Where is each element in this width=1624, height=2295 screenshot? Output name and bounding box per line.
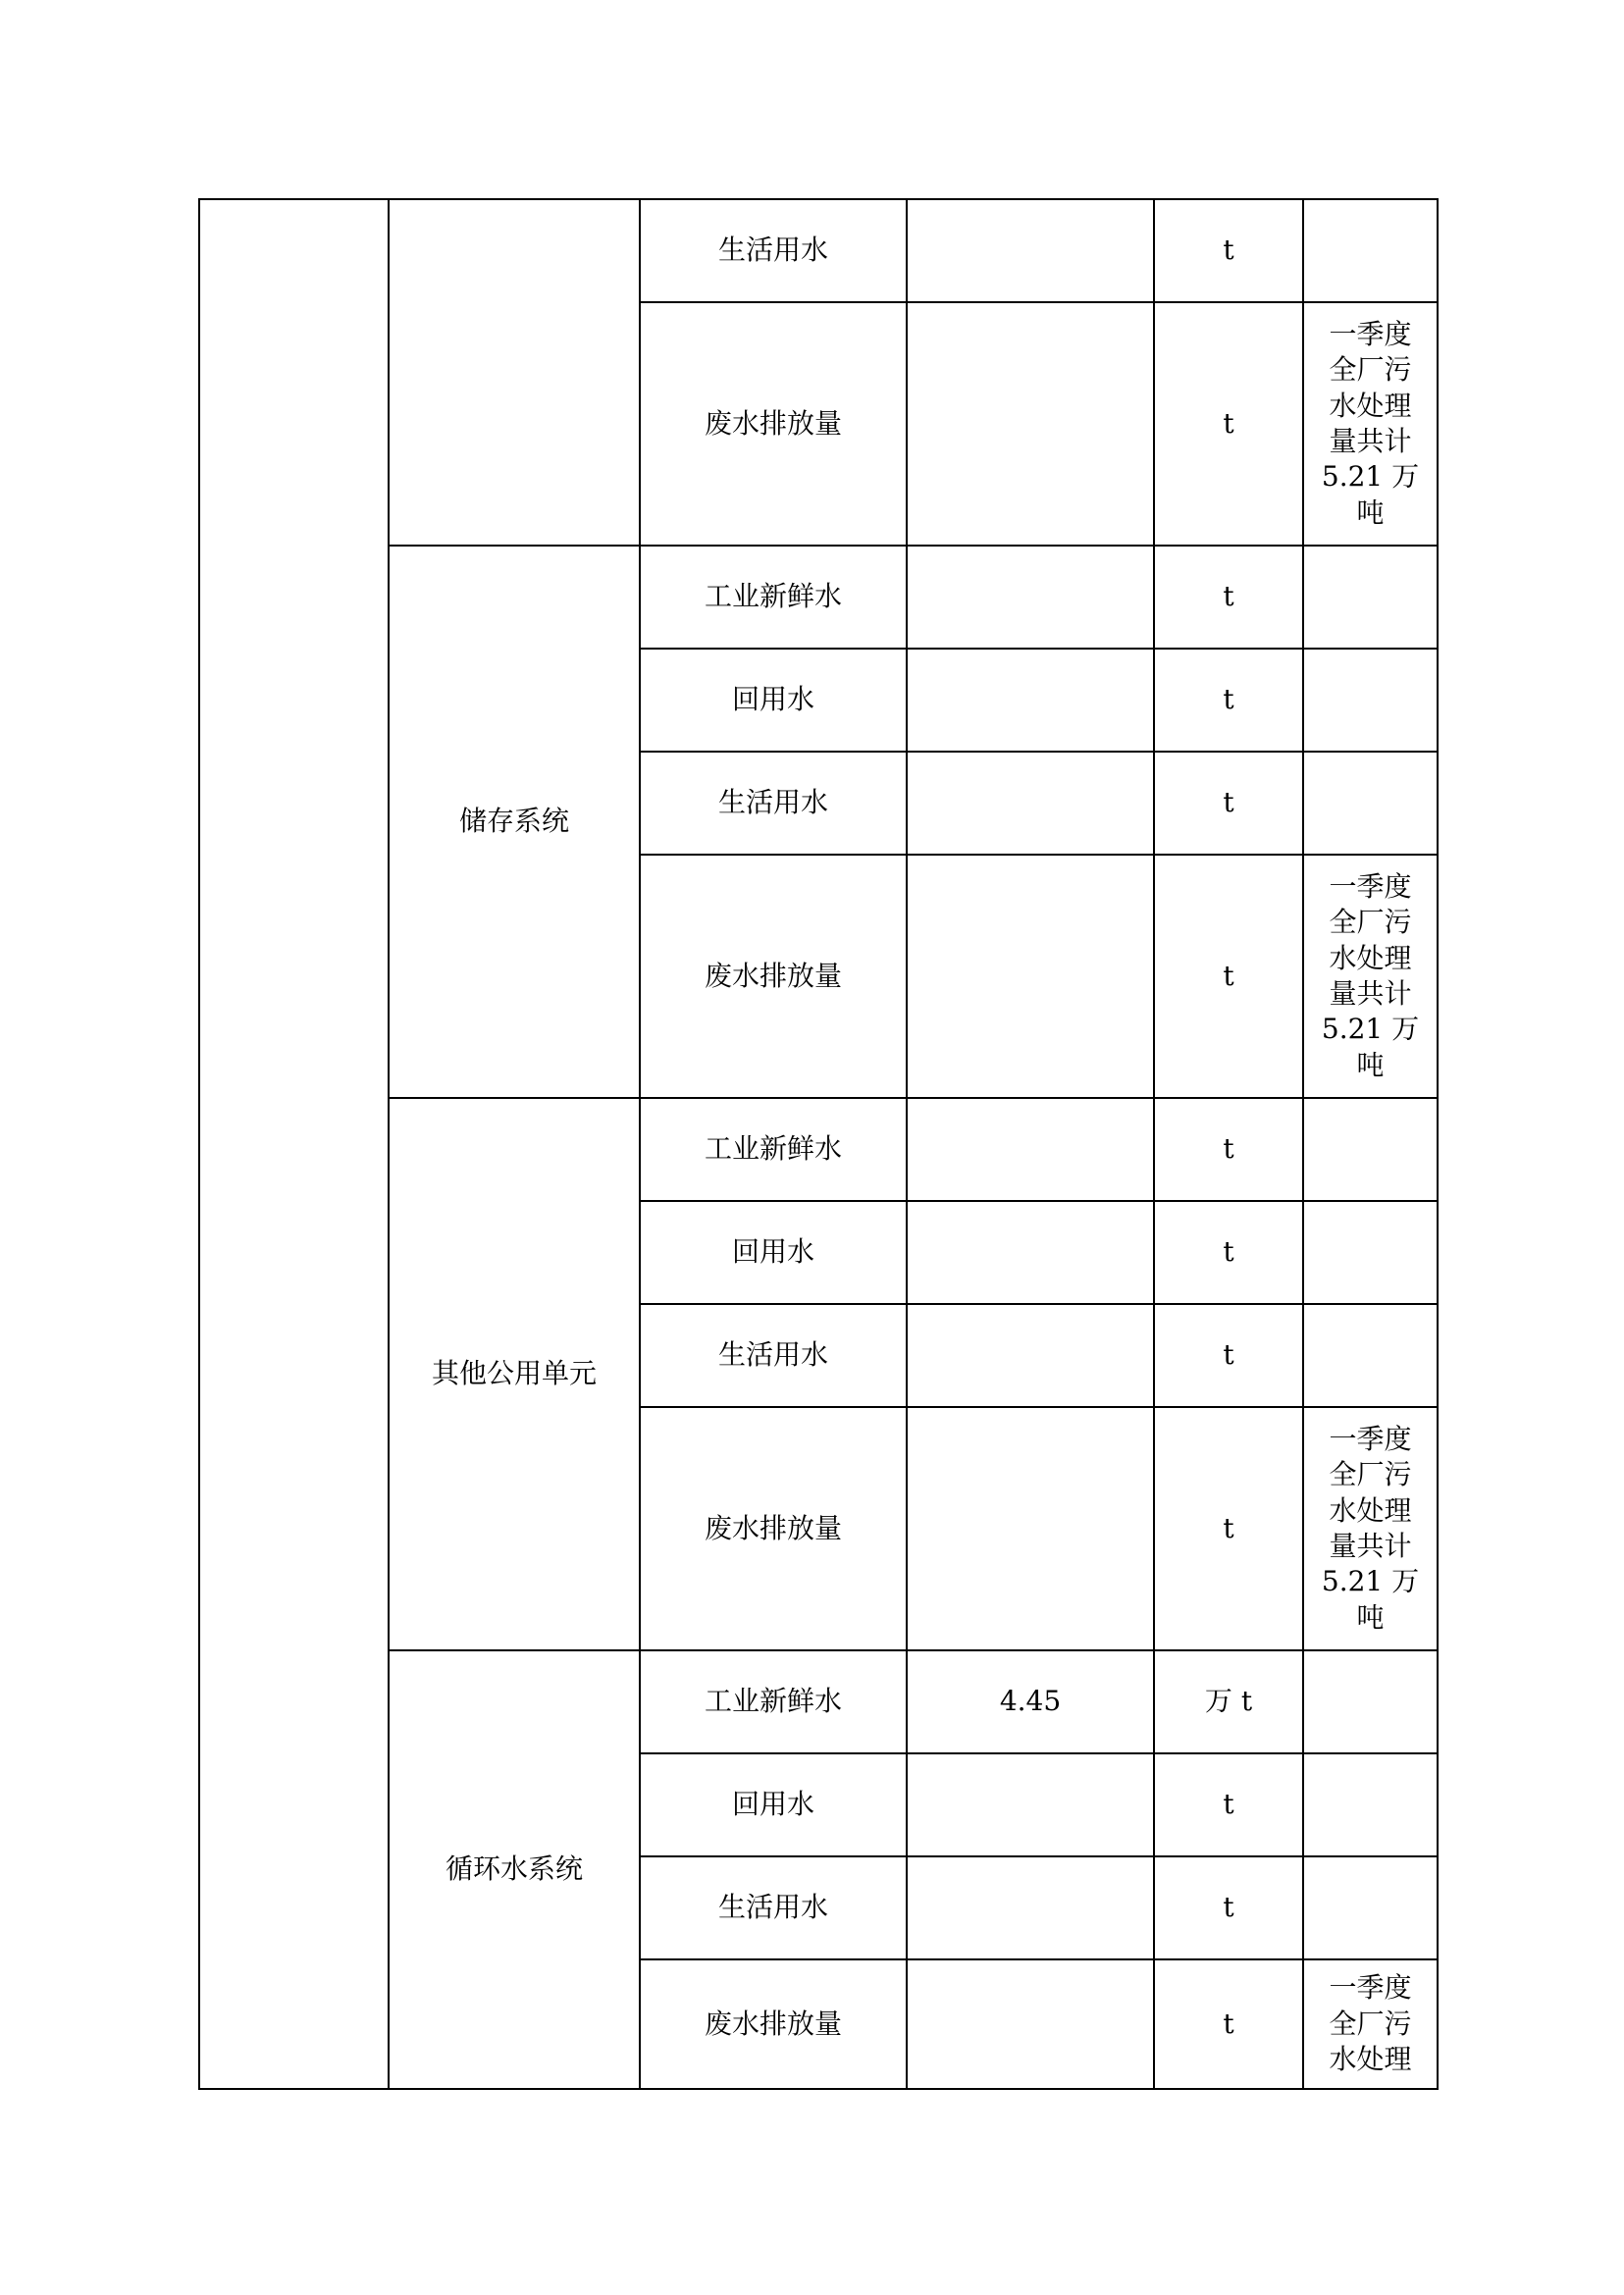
group-cell-public-units: 其他公用单元: [389, 1098, 640, 1650]
item-cell: 回用水: [640, 649, 907, 752]
unit-cell: t: [1154, 199, 1303, 302]
note-line: 量共计: [1329, 1530, 1412, 1562]
table-row: [199, 199, 1438, 302]
value-cell: 4.45: [907, 1650, 1154, 1753]
value-cell: [907, 1856, 1154, 1959]
note-line: 5.21 万: [1321, 1013, 1420, 1046]
note-cell: [1303, 1304, 1438, 1407]
note-line: 量共计: [1329, 425, 1412, 457]
group-cell-storage: 储存系统: [389, 546, 640, 1098]
note-cell: [1303, 546, 1438, 649]
unit-cell: t: [1154, 1959, 1303, 2089]
unit-cell: t: [1154, 1304, 1303, 1407]
item-cell: 生活用水: [640, 1304, 907, 1407]
note-line: 水处理: [1329, 941, 1412, 974]
item-cell: 工业新鲜水: [640, 546, 907, 649]
unit-cell: t: [1154, 752, 1303, 855]
unit-cell: t: [1154, 1407, 1303, 1650]
note-line: 一季度: [1329, 1422, 1412, 1455]
note-line: 吨: [1356, 1048, 1385, 1081]
unit-cell: t: [1154, 855, 1303, 1098]
item-cell: 废水排放量: [640, 302, 907, 546]
note-line: 水处理: [1329, 389, 1412, 422]
note-cell: [1303, 1098, 1438, 1201]
value-cell: [907, 302, 1154, 546]
item-cell: 废水排放量: [640, 1959, 907, 2089]
note-line: 吨: [1356, 1600, 1385, 1634]
note-line: 一季度: [1329, 869, 1412, 903]
note-line: 水处理: [1329, 1493, 1412, 1527]
note-cell: [1303, 302, 1438, 546]
value-cell: [907, 199, 1154, 302]
value-cell: [907, 855, 1154, 1098]
note-cell: [1303, 1959, 1438, 2089]
group-cell-continued: [389, 199, 640, 546]
item-cell: 回用水: [640, 1753, 907, 1856]
note-line: 一季度: [1329, 317, 1412, 350]
value-cell: [907, 1098, 1154, 1201]
unit-cell: t: [1154, 1201, 1303, 1304]
note-line: 水处理: [1329, 2043, 1412, 2076]
note-line: 5.21 万: [1321, 460, 1420, 494]
category-cell: [199, 199, 389, 2089]
item-cell: 生活用水: [640, 752, 907, 855]
value-cell: [907, 1407, 1154, 1650]
unit-cell: t: [1154, 1753, 1303, 1856]
note-cell: [1303, 855, 1438, 1098]
note-cell: [1303, 1753, 1438, 1856]
note-cell: [1303, 199, 1438, 302]
value-cell: [907, 1753, 1154, 1856]
item-cell: 生活用水: [640, 199, 907, 302]
item-cell: 工业新鲜水: [640, 1098, 907, 1201]
value-cell: [907, 546, 1154, 649]
note-cell: [1303, 649, 1438, 752]
unit-cell: t: [1154, 546, 1303, 649]
note-line: 5.21 万: [1321, 1565, 1420, 1598]
item-cell: 废水排放量: [640, 855, 907, 1098]
unit-cell: t: [1154, 1856, 1303, 1959]
note-line: 全厂污: [1329, 2007, 1412, 2040]
note-cell: [1303, 1650, 1438, 1753]
group-cell-circulating-water: 循环水系统: [389, 1650, 640, 2089]
value-cell: [907, 1304, 1154, 1407]
item-cell: 生活用水: [640, 1856, 907, 1959]
item-cell: 废水排放量: [640, 1407, 907, 1650]
note-line: 吨: [1356, 496, 1385, 529]
water-usage-table: [198, 198, 1439, 2090]
value-cell: [907, 752, 1154, 855]
note-cell: [1303, 752, 1438, 855]
unit-cell: t: [1154, 1098, 1303, 1201]
note-line: 全厂污: [1329, 353, 1412, 387]
unit-cell: t: [1154, 649, 1303, 752]
note-line: 量共计: [1329, 977, 1412, 1010]
value-cell: [907, 1959, 1154, 2089]
value-cell: [907, 1201, 1154, 1304]
note-line: 一季度: [1329, 1971, 1412, 2005]
note-cell: [1303, 1856, 1438, 1959]
note-cell: [1303, 1407, 1438, 1650]
note-line: 全厂污: [1329, 1458, 1412, 1491]
item-cell: 回用水: [640, 1201, 907, 1304]
item-cell: 工业新鲜水: [640, 1650, 907, 1753]
unit-cell: t: [1154, 302, 1303, 546]
unit-cell: 万 t: [1154, 1650, 1303, 1753]
note-line: 全厂污: [1329, 906, 1412, 939]
note-cell: [1303, 1201, 1438, 1304]
value-cell: [907, 649, 1154, 752]
